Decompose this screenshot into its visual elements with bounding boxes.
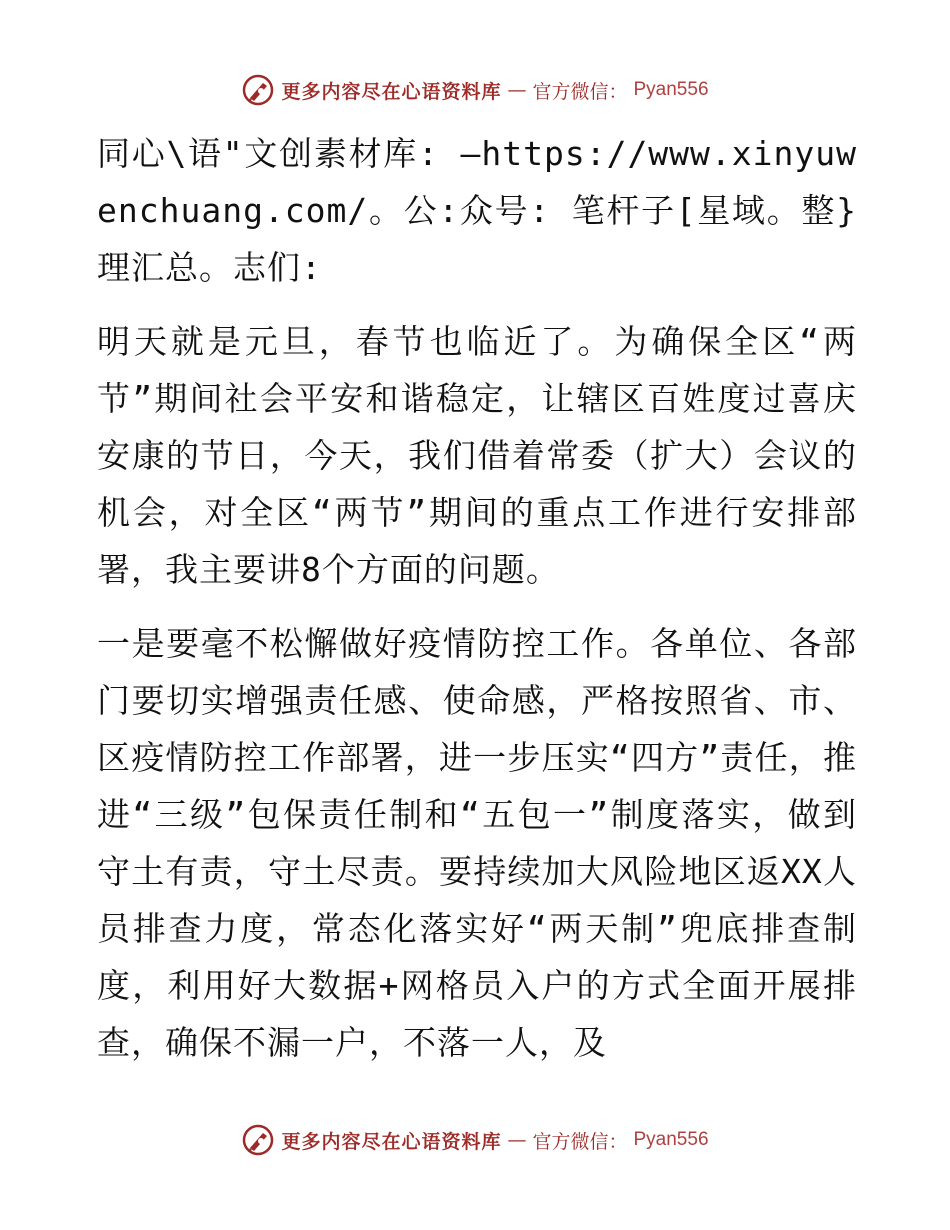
document-body	[97, 125, 857, 1088]
header-banner-wechat-id: Pyan556	[633, 79, 709, 100]
footer-banner-label: 官方微信：	[532, 1130, 628, 1153]
paragraph-opening: 明天就是元旦，春节也临近了。为确保全区“两节”期间社会平安和谐稳定，让辖区百姓度过喜庆安康的节日，今天，我们借着常委（扩大）会议的机会，对全区“两节”期间的重点工作进行安排部署，我主要讲8个方面的问题。	[97, 322, 857, 589]
paragraph-intro: 同心\语"文创素材库: —https://www.xinyuwenchuang.com/。公:众号: 笔杆子[星域。整}理汇总。志们:	[97, 134, 857, 287]
header-banner-title: 更多内容尽在心语资料库	[281, 80, 502, 103]
header-banner-label: 官方微信：	[532, 80, 628, 103]
footer-banner-wechat-id: Pyan556	[633, 1129, 709, 1150]
paragraph-point-one: 一是要毫不松懈做好疫情防控工作。各单位、各部门要切实增强责任感、使命感，严格按照省、市、区疫情防控工作部署，进一步压实“四方”责任，推进“三级”包保责任制和“五包一”制度落实，做到守土有责，守土尽责。要持续加大风险地区返XX人员排查力度，常态化落实好“两天制”兜底排查制度，利用好大数据+网格员入户的方式全面开展排查，确保不漏一户，不落一人，及	[97, 624, 857, 1062]
header-banner	[0, 70, 950, 110]
footer-banner-dash: —	[507, 1129, 527, 1151]
header-banner-dash: —	[507, 79, 527, 101]
footer-banner	[0, 1120, 950, 1160]
pen-logo-icon	[241, 73, 275, 107]
pen-logo-icon	[241, 1123, 275, 1157]
footer-banner-title: 更多内容尽在心语资料库	[281, 1130, 502, 1153]
